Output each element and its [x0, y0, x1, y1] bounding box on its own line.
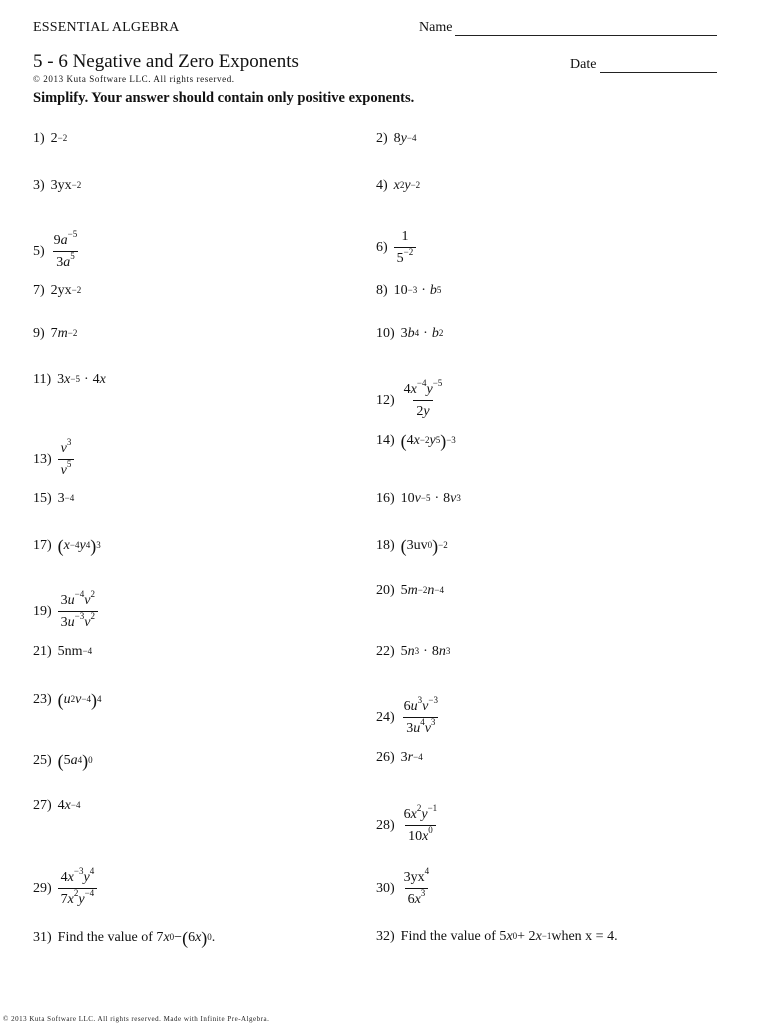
problem [376, 537, 448, 555]
problem-expression: ( 5 a $^4$ ) $^0$ [57, 751, 93, 771]
problem-number: 21) [33, 644, 52, 659]
problem [376, 695, 441, 737]
problem-expression: $\frac{6x^2y^{-1}}{10x^0}$ [403, 803, 438, 844]
problem-expression: 3 r $^{-4}$ [400, 750, 423, 765]
problem-number: 25) [33, 753, 52, 768]
problem-number: 1) [33, 131, 45, 146]
problem-number: 12) [376, 393, 395, 408]
date-label: Date [570, 57, 597, 72]
problem [33, 537, 101, 555]
problem [33, 866, 97, 908]
problem [376, 378, 445, 420]
problem-expression: 2yx $^{-2}$ [50, 283, 82, 298]
problem-number: 26) [376, 750, 395, 765]
problem-expression: $\frac{v^3}{v^5}$ [58, 441, 75, 479]
problem-number: 30) [376, 881, 395, 896]
name-blank-line [455, 35, 717, 36]
problem [376, 644, 450, 660]
problem-expression: ( u $^2$ v $^{-4}$ ) $^4$ [57, 690, 102, 710]
problem-expression: 3 $^{-4}$ [57, 491, 75, 506]
problem-number: 18) [376, 538, 395, 553]
problem-expression: $\frac{9a^{-5}}{3a^5}$ [53, 229, 78, 270]
problem [376, 229, 416, 267]
problem-expression: 7 m $^{-2}$ [50, 326, 78, 341]
problem [376, 326, 443, 342]
problem [376, 583, 444, 599]
footer-copyright: © 2013 Kuta Software LLC. All rights reserved. Made with Infinite Pre-Algebra. [3, 1015, 270, 1023]
problem-number: 13) [33, 452, 52, 467]
problem-number: 29) [33, 881, 52, 896]
problem-number: 32) [376, 929, 395, 944]
problem-number: 31) [33, 930, 52, 945]
problem-expression: 3yx $^{-2}$ [50, 178, 82, 193]
problem [376, 803, 440, 845]
instructions: Simplify. Your answer should contain only positive exponents. [33, 90, 415, 106]
problem-number: 10) [376, 326, 395, 341]
problem-number: 15) [33, 491, 52, 506]
problem-expression: Find the value of 7 x $^0$ − ( 6 x ) $^0$ . [57, 928, 216, 948]
problem-expression: 8 y $^{-4}$ [393, 131, 417, 146]
problem-number: 22) [376, 644, 395, 659]
problem-number: 27) [33, 798, 52, 813]
problem [33, 491, 74, 507]
problem [376, 131, 416, 147]
problem-number: 4) [376, 178, 388, 193]
problem [376, 866, 432, 908]
problem [33, 326, 77, 342]
problem [376, 491, 461, 507]
problem-number: 14) [376, 433, 395, 448]
problem [33, 798, 80, 814]
problem-expression: $\frac{3u^{-4}v^2}{3u^{-3}v^2}$ [58, 593, 98, 631]
problem-number: 8) [376, 283, 388, 298]
problem-expression: 5nm $^{-4}$ [57, 644, 93, 659]
problem-number: 3) [33, 178, 45, 193]
problem-number: 5) [33, 244, 45, 259]
problem [33, 131, 67, 147]
problem [33, 752, 93, 770]
problem [376, 283, 441, 299]
problem-expression: ( 4 x $^{-2}$ y $^5$ ) $^{-3}$ [400, 431, 456, 451]
problem-expression: $\frac{6u^3v^{-3}}{3u^4v^3}$ [403, 695, 438, 736]
problem-number: 2) [376, 131, 388, 146]
problem [376, 432, 456, 450]
problem-expression: ( 3uv $^0$ ) $^{-2}$ [400, 536, 448, 556]
problem-expression: $\frac{4x^{-3}y^4}{7x^2y^{-4}}$ [58, 870, 98, 908]
problem-expression: $\frac{1}{5^{-2}}$ [394, 229, 417, 267]
problem-expression: 4 x $^{-4}$ [57, 798, 81, 813]
worksheet-title: 5 - 6 Negative and Zero Exponents [33, 51, 299, 72]
copyright-line: © 2013 Kuta Software LLC. All rights reserved. [33, 74, 235, 84]
problem-number: 9) [33, 326, 45, 341]
course-name: ESSENTIAL ALGEBRA [33, 20, 180, 35]
problem-number: 7) [33, 283, 45, 298]
date-blank-line [600, 72, 717, 73]
problem-number: 16) [376, 491, 395, 506]
problem-number: 17) [33, 538, 52, 553]
name-label: Name [419, 20, 453, 35]
problem-expression: 2 $^{-2}$ [50, 131, 68, 146]
problem-expression: 10 $^{-3}$ · b $^5$ [393, 283, 442, 298]
problem [33, 178, 81, 194]
problem-expression: 3 x $^{-5}$ · 4 x [57, 372, 106, 387]
problem-number: 28) [376, 818, 395, 833]
problem [33, 929, 215, 947]
problem [33, 229, 80, 271]
problem-expression: 5 n $^3$ · 8 n $^3$ [400, 644, 451, 659]
problem-number: 24) [376, 710, 395, 725]
problem-expression: x $^2$ y $^{-2}$ [393, 178, 421, 193]
problem [376, 178, 420, 194]
problem [33, 691, 101, 709]
problem [33, 372, 106, 388]
problem [33, 589, 98, 631]
problem-expression: $\frac{4x^{-4}y^{-5}}{2y}$ [403, 378, 443, 419]
problem-number: 23) [33, 692, 52, 707]
problem-expression: ( x $^{-4}$ y $^4$ ) $^3$ [57, 536, 101, 556]
problem-expression: 5 m $^{-2}$ n $^{-4}$ [400, 583, 444, 598]
problem-number: 11) [33, 372, 52, 387]
problem [33, 644, 92, 660]
problem [376, 750, 423, 766]
problem-expression: 10 v $^{-5}$ · 8 v $^3$ [400, 491, 461, 506]
problem-number: 6) [376, 240, 388, 255]
problem [376, 929, 618, 945]
problem-number: 20) [376, 583, 395, 598]
problem [33, 437, 74, 479]
problem-expression: $\frac{3yx^4}{6x^3}$ [403, 866, 430, 907]
problem-expression: 3 b $^4$ · b $^2$ [400, 326, 444, 341]
problem-expression: Find the value of 5 x $^0$ + 2 x $^{-1}$ when x = 4. [400, 929, 618, 944]
problem [33, 283, 81, 299]
problem-number: 19) [33, 604, 52, 619]
